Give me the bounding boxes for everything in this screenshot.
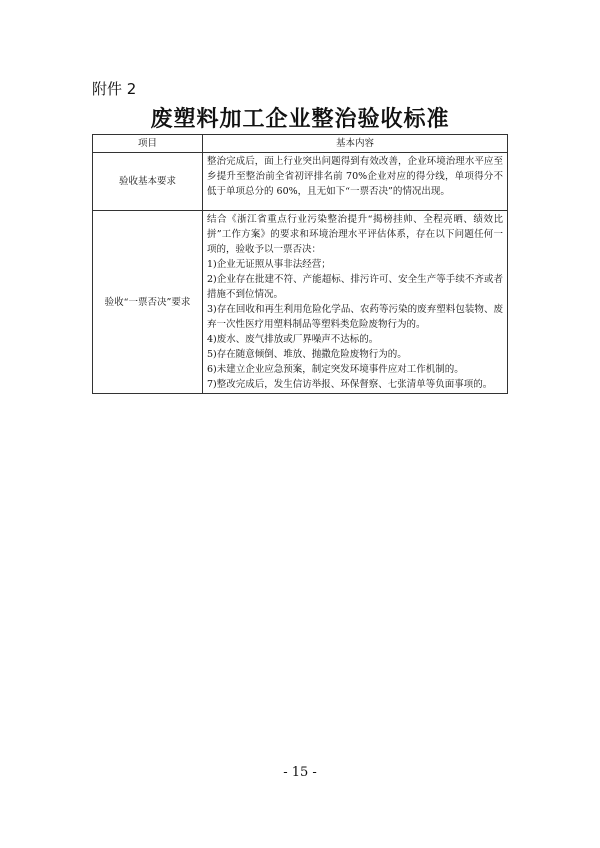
veto-item-3: 3)存在回收和再生利用危险化学品、农药等污染的废弃塑料包装物、废弃一次性医疗用塑料制品等塑料类危险废物行为的。	[207, 304, 503, 330]
table-row	[93, 211, 508, 394]
header-content: 基本内容	[203, 135, 508, 153]
row-content-veto-requirements	[203, 211, 508, 394]
veto-item-7: 7)整改完成后，发生信访举报、环保督察、七张清单等负面事项的。	[207, 379, 493, 390]
veto-item-4: 4)废水、废气排放或厂界噪声不达标的。	[207, 334, 379, 345]
veto-item-5: 5)存在随意倾倒、堆放、抛撒危险废物行为的。	[207, 349, 407, 360]
content-paragraph: 结合《浙江省重点行业污染整治提升“揭榜挂帅、全程亮晒、绩效比拼”工作方案》的要求和环境治理水平评估体系，存在以下问题任何一项的，验收予以一票否决：	[207, 214, 503, 255]
row-item-veto-requirements: 验收“一票否决”要求	[93, 211, 203, 394]
table-header-row	[93, 135, 508, 153]
veto-item-6: 6)未建立企业应急预案，制定突发环境事件应对工作机制的。	[207, 364, 464, 375]
header-item: 项目	[93, 135, 203, 153]
document-title: 废塑料加工企业整治验收标准	[150, 106, 450, 132]
page-number: - 15 -	[283, 765, 317, 780]
acceptance-standards-table	[92, 134, 508, 394]
veto-item-1: 1)企业无证照从事非法经营；	[207, 259, 331, 270]
attachment-label: 附件 2	[92, 80, 137, 98]
table-row	[93, 153, 508, 211]
content-paragraph: 整治完成后，面上行业突出问题得到有效改善，企业环境治理水平应至乡提升至整治前全省初评排名前 70%企业对应的得分线，单项得分不低于单项总分的 60%，且无如下“一票否决”的情况出现。	[207, 156, 503, 197]
row-content-basic-requirements	[203, 153, 508, 211]
veto-item-2: 2)企业存在批建不符、产能超标、排污许可、安全生产等手续不齐或者措施不到位情况。	[207, 274, 503, 300]
row-item-basic-requirements: 验收基本要求	[93, 153, 203, 211]
